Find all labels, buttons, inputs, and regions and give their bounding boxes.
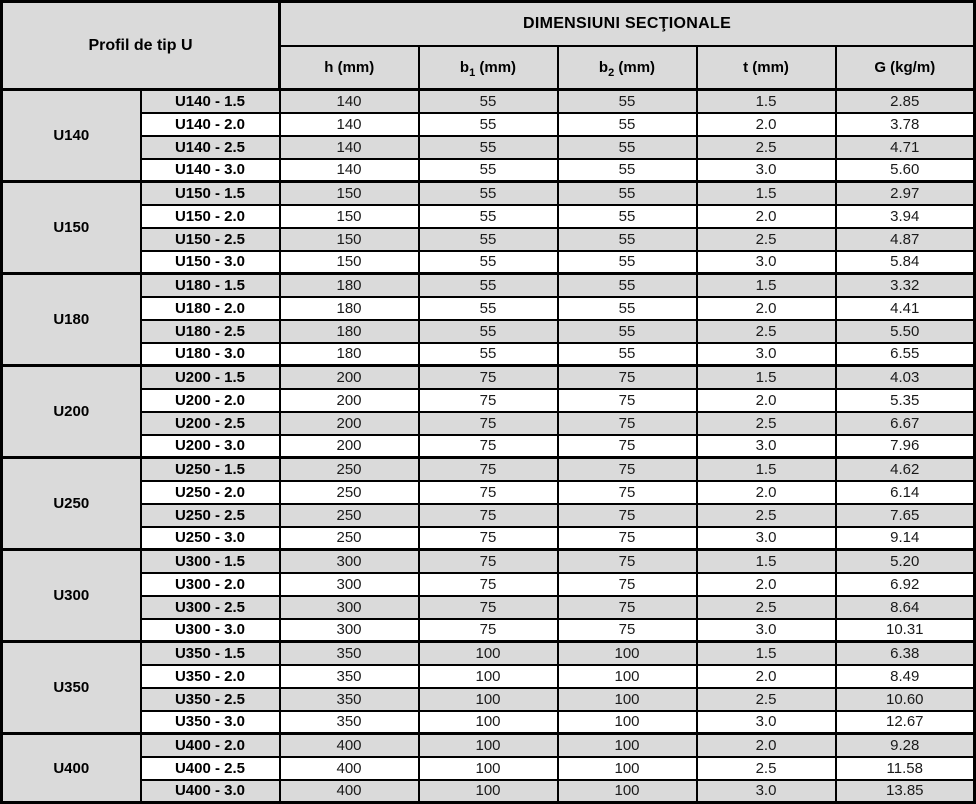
table-row [2,343,975,366]
value-cell-b2: 75 [558,366,697,389]
value-cell-b1: 75 [419,481,558,504]
value-cell-b1: 75 [419,573,558,596]
value-cell-t: 2.0 [697,734,836,757]
table-row [2,297,975,320]
value-cell-b1: 100 [419,642,558,665]
value-cell-h: 250 [280,527,419,550]
value-cell-t: 3.0 [697,711,836,734]
group-label-u200: U200 [2,366,141,458]
value-cell-b2: 55 [558,343,697,366]
profile-name-cell: U350 - 2.5 [141,688,280,711]
value-cell-t: 2.0 [697,389,836,412]
value-cell-b2: 75 [558,573,697,596]
table-row [2,527,975,550]
value-cell-b1: 55 [419,136,558,159]
value-cell-b1: 75 [419,550,558,573]
value-cell-g: 2.85 [836,90,975,113]
value-cell-b1: 75 [419,412,558,435]
profile-name-cell: U200 - 2.0 [141,389,280,412]
value-cell-b2: 55 [558,113,697,136]
value-cell-b2: 100 [558,780,697,803]
profile-name-cell: U300 - 2.0 [141,573,280,596]
value-cell-g: 7.96 [836,435,975,458]
table-row [2,366,975,389]
table-row [2,458,975,481]
value-cell-b2: 75 [558,412,697,435]
value-cell-t: 1.5 [697,642,836,665]
table-row [2,251,975,274]
profile-name-cell: U400 - 3.0 [141,780,280,803]
value-cell-g: 6.92 [836,573,975,596]
value-cell-h: 400 [280,757,419,780]
value-cell-t: 2.5 [697,596,836,619]
value-cell-t: 2.0 [697,665,836,688]
value-cell-h: 180 [280,274,419,297]
value-cell-t: 2.0 [697,113,836,136]
value-cell-h: 180 [280,343,419,366]
table-row [2,573,975,596]
value-cell-b1: 55 [419,182,558,205]
profile-name-cell: U400 - 2.5 [141,757,280,780]
value-cell-h: 180 [280,297,419,320]
profile-name-cell: U180 - 2.0 [141,297,280,320]
value-cell-g: 6.14 [836,481,975,504]
value-cell-g: 6.67 [836,412,975,435]
value-cell-t: 1.5 [697,458,836,481]
value-cell-g: 4.41 [836,297,975,320]
profile-name-cell: U200 - 2.5 [141,412,280,435]
value-cell-t: 1.5 [697,550,836,573]
value-cell-h: 140 [280,159,419,182]
col-header-b2-label: b [598,58,609,76]
value-cell-g: 11.58 [836,757,975,780]
col-header-h [280,46,419,90]
value-cell-b1: 55 [419,228,558,251]
value-cell-g: 4.87 [836,228,975,251]
value-cell-g: 10.31 [836,619,975,642]
table-row [2,481,975,504]
table-row [2,550,975,573]
group-label-u140: U140 [2,90,141,182]
value-cell-h: 250 [280,481,419,504]
col-header-h-label: h [324,58,334,76]
value-cell-t: 3.0 [697,435,836,458]
profile-name-cell: U180 - 2.5 [141,320,280,343]
col-header-t-label: t [743,58,749,76]
table-header [2,2,975,90]
table-row [2,320,975,343]
profile-name-cell: U400 - 2.0 [141,734,280,757]
value-cell-g: 8.49 [836,665,975,688]
value-cell-h: 140 [280,90,419,113]
profile-name-cell: U150 - 1.5 [141,182,280,205]
value-cell-b1: 75 [419,527,558,550]
value-cell-g: 4.62 [836,458,975,481]
table-row [2,412,975,435]
table-row [2,504,975,527]
value-cell-b2: 100 [558,734,697,757]
value-cell-h: 300 [280,550,419,573]
value-cell-g: 7.65 [836,504,975,527]
value-cell-b1: 55 [419,320,558,343]
value-cell-b2: 75 [558,435,697,458]
value-cell-b1: 55 [419,343,558,366]
value-cell-g: 6.55 [836,343,975,366]
value-cell-b1: 100 [419,665,558,688]
value-cell-b2: 55 [558,228,697,251]
col-header-b1-label: b [459,58,470,76]
value-cell-b1: 100 [419,688,558,711]
table-row [2,435,975,458]
col-header-b1 [419,46,558,90]
value-cell-t: 3.0 [697,343,836,366]
value-cell-g: 4.03 [836,366,975,389]
value-cell-b1: 100 [419,780,558,803]
value-cell-t: 3.0 [697,159,836,182]
value-cell-t: 2.5 [697,757,836,780]
group-label-u180: U180 [2,274,141,366]
value-cell-h: 200 [280,389,419,412]
value-cell-h: 250 [280,504,419,527]
profile-name-cell: U200 - 3.0 [141,435,280,458]
value-cell-b1: 55 [419,251,558,274]
group-label-u250: U250 [2,458,141,550]
value-cell-g: 8.64 [836,596,975,619]
table-row [2,136,975,159]
value-cell-b1: 55 [419,159,558,182]
value-cell-g: 5.35 [836,389,975,412]
value-cell-t: 2.0 [697,205,836,228]
value-cell-t: 2.5 [697,228,836,251]
value-cell-g: 5.50 [836,320,975,343]
col-header-b2 [558,46,697,90]
value-cell-t: 3.0 [697,527,836,550]
profile-name-cell: U300 - 3.0 [141,619,280,642]
value-cell-b2: 55 [558,90,697,113]
col-header-g-unit: (kg/m) [886,58,936,76]
value-cell-b1: 55 [419,90,558,113]
value-cell-t: 2.0 [697,481,836,504]
value-cell-b2: 100 [558,757,697,780]
value-cell-t: 3.0 [697,780,836,803]
group-label-u400: U400 [2,734,141,803]
table-row [2,159,975,182]
value-cell-t: 2.5 [697,688,836,711]
col-header-g [836,46,975,90]
value-cell-b1: 75 [419,435,558,458]
profile-name-cell: U150 - 2.0 [141,205,280,228]
value-cell-g: 12.67 [836,711,975,734]
table-row [2,711,975,734]
group-label-u300: U300 [2,550,141,642]
value-cell-b1: 55 [419,297,558,320]
value-cell-h: 400 [280,780,419,803]
value-cell-t: 2.5 [697,136,836,159]
value-cell-g: 6.38 [836,642,975,665]
value-cell-b1: 75 [419,596,558,619]
group-label-u350: U350 [2,642,141,734]
table-row [2,780,975,803]
col-header-b1-sub: 1 [469,66,476,79]
profile-name-cell: U350 - 3.0 [141,711,280,734]
value-cell-g: 5.84 [836,251,975,274]
corner-header-profil-de-tip-u: Profil de tip U [2,2,280,90]
value-cell-b1: 75 [419,504,558,527]
value-cell-b2: 75 [558,504,697,527]
profile-name-cell: U300 - 1.5 [141,550,280,573]
value-cell-b1: 100 [419,734,558,757]
profile-name-cell: U140 - 2.0 [141,113,280,136]
value-cell-h: 300 [280,573,419,596]
value-cell-t: 3.0 [697,251,836,274]
value-cell-h: 150 [280,182,419,205]
value-cell-h: 150 [280,251,419,274]
value-cell-h: 150 [280,205,419,228]
value-cell-h: 180 [280,320,419,343]
value-cell-b2: 55 [558,297,697,320]
value-cell-g: 9.14 [836,527,975,550]
value-cell-h: 350 [280,688,419,711]
value-cell-t: 2.0 [697,573,836,596]
value-cell-t: 1.5 [697,366,836,389]
value-cell-b2: 100 [558,642,697,665]
value-cell-h: 300 [280,619,419,642]
table-row [2,113,975,136]
value-cell-h: 350 [280,665,419,688]
value-cell-t: 1.5 [697,90,836,113]
value-cell-b1: 55 [419,205,558,228]
value-cell-h: 300 [280,596,419,619]
value-cell-t: 1.5 [697,274,836,297]
profile-name-cell: U200 - 1.5 [141,366,280,389]
col-header-t-unit: (mm) [748,58,789,76]
value-cell-t: 2.0 [697,297,836,320]
profile-name-cell: U140 - 2.5 [141,136,280,159]
value-cell-h: 140 [280,136,419,159]
table-row [2,642,975,665]
value-cell-g: 10.60 [836,688,975,711]
profile-name-cell: U300 - 2.5 [141,596,280,619]
value-cell-b1: 100 [419,711,558,734]
main-header-dimensiuni-sectionale: DIMENSIUNI SECŢIONALE [280,2,975,46]
profile-name-cell: U150 - 3.0 [141,251,280,274]
value-cell-h: 200 [280,435,419,458]
value-cell-t: 2.5 [697,320,836,343]
profile-name-cell: U140 - 1.5 [141,90,280,113]
col-header-b2-sub: 2 [608,66,615,79]
value-cell-b1: 100 [419,757,558,780]
header-row-main [2,2,975,46]
value-cell-t: 3.0 [697,619,836,642]
value-cell-g: 4.71 [836,136,975,159]
profile-name-cell: U250 - 3.0 [141,527,280,550]
table-row [2,205,975,228]
value-cell-b1: 75 [419,389,558,412]
group-label-u150: U150 [2,182,141,274]
profile-name-cell: U180 - 1.5 [141,274,280,297]
value-cell-b2: 75 [558,527,697,550]
value-cell-b1: 55 [419,113,558,136]
value-cell-b1: 75 [419,366,558,389]
value-cell-b2: 55 [558,251,697,274]
value-cell-b2: 100 [558,711,697,734]
value-cell-b2: 75 [558,481,697,504]
profile-name-cell: U350 - 1.5 [141,642,280,665]
value-cell-b2: 100 [558,688,697,711]
table-row [2,757,975,780]
profile-name-cell: U250 - 2.5 [141,504,280,527]
table-row [2,389,975,412]
value-cell-g: 3.78 [836,113,975,136]
value-cell-b2: 75 [558,596,697,619]
value-cell-g: 5.20 [836,550,975,573]
value-cell-b2: 55 [558,159,697,182]
value-cell-b2: 75 [558,619,697,642]
value-cell-h: 200 [280,366,419,389]
value-cell-b2: 55 [558,136,697,159]
table-row [2,619,975,642]
profile-name-cell: U250 - 1.5 [141,458,280,481]
value-cell-b2: 100 [558,665,697,688]
value-cell-b2: 75 [558,550,697,573]
table-body [2,90,975,803]
value-cell-b2: 55 [558,274,697,297]
table-row [2,665,975,688]
value-cell-g: 5.60 [836,159,975,182]
value-cell-b2: 55 [558,320,697,343]
value-cell-b2: 55 [558,182,697,205]
value-cell-b1: 75 [419,619,558,642]
value-cell-b2: 75 [558,458,697,481]
value-cell-b2: 55 [558,205,697,228]
value-cell-b1: 55 [419,274,558,297]
value-cell-g: 2.97 [836,182,975,205]
col-header-g-label: G [874,58,887,76]
profile-name-cell: U150 - 2.5 [141,228,280,251]
value-cell-g: 3.32 [836,274,975,297]
table-row [2,182,975,205]
profile-name-cell: U140 - 3.0 [141,159,280,182]
value-cell-h: 140 [280,113,419,136]
value-cell-t: 2.5 [697,504,836,527]
col-header-h-unit: (mm) [333,58,375,76]
col-header-b2-unit: (mm) [614,58,656,76]
value-cell-b1: 75 [419,458,558,481]
table-row [2,274,975,297]
table-row [2,596,975,619]
value-cell-t: 1.5 [697,182,836,205]
value-cell-h: 350 [280,711,419,734]
value-cell-g: 9.28 [836,734,975,757]
value-cell-h: 150 [280,228,419,251]
profile-name-cell: U350 - 2.0 [141,665,280,688]
table-row [2,688,975,711]
value-cell-h: 350 [280,642,419,665]
value-cell-h: 400 [280,734,419,757]
profile-name-cell: U180 - 3.0 [141,343,280,366]
col-header-b1-unit: (mm) [475,58,517,76]
value-cell-h: 200 [280,412,419,435]
profile-name-cell: U250 - 2.0 [141,481,280,504]
value-cell-g: 13.85 [836,780,975,803]
value-cell-t: 2.5 [697,412,836,435]
value-cell-g: 3.94 [836,205,975,228]
table-row [2,90,975,113]
col-header-t [697,46,836,90]
table-row [2,228,975,251]
value-cell-h: 250 [280,458,419,481]
table-row [2,734,975,757]
value-cell-b2: 75 [558,389,697,412]
